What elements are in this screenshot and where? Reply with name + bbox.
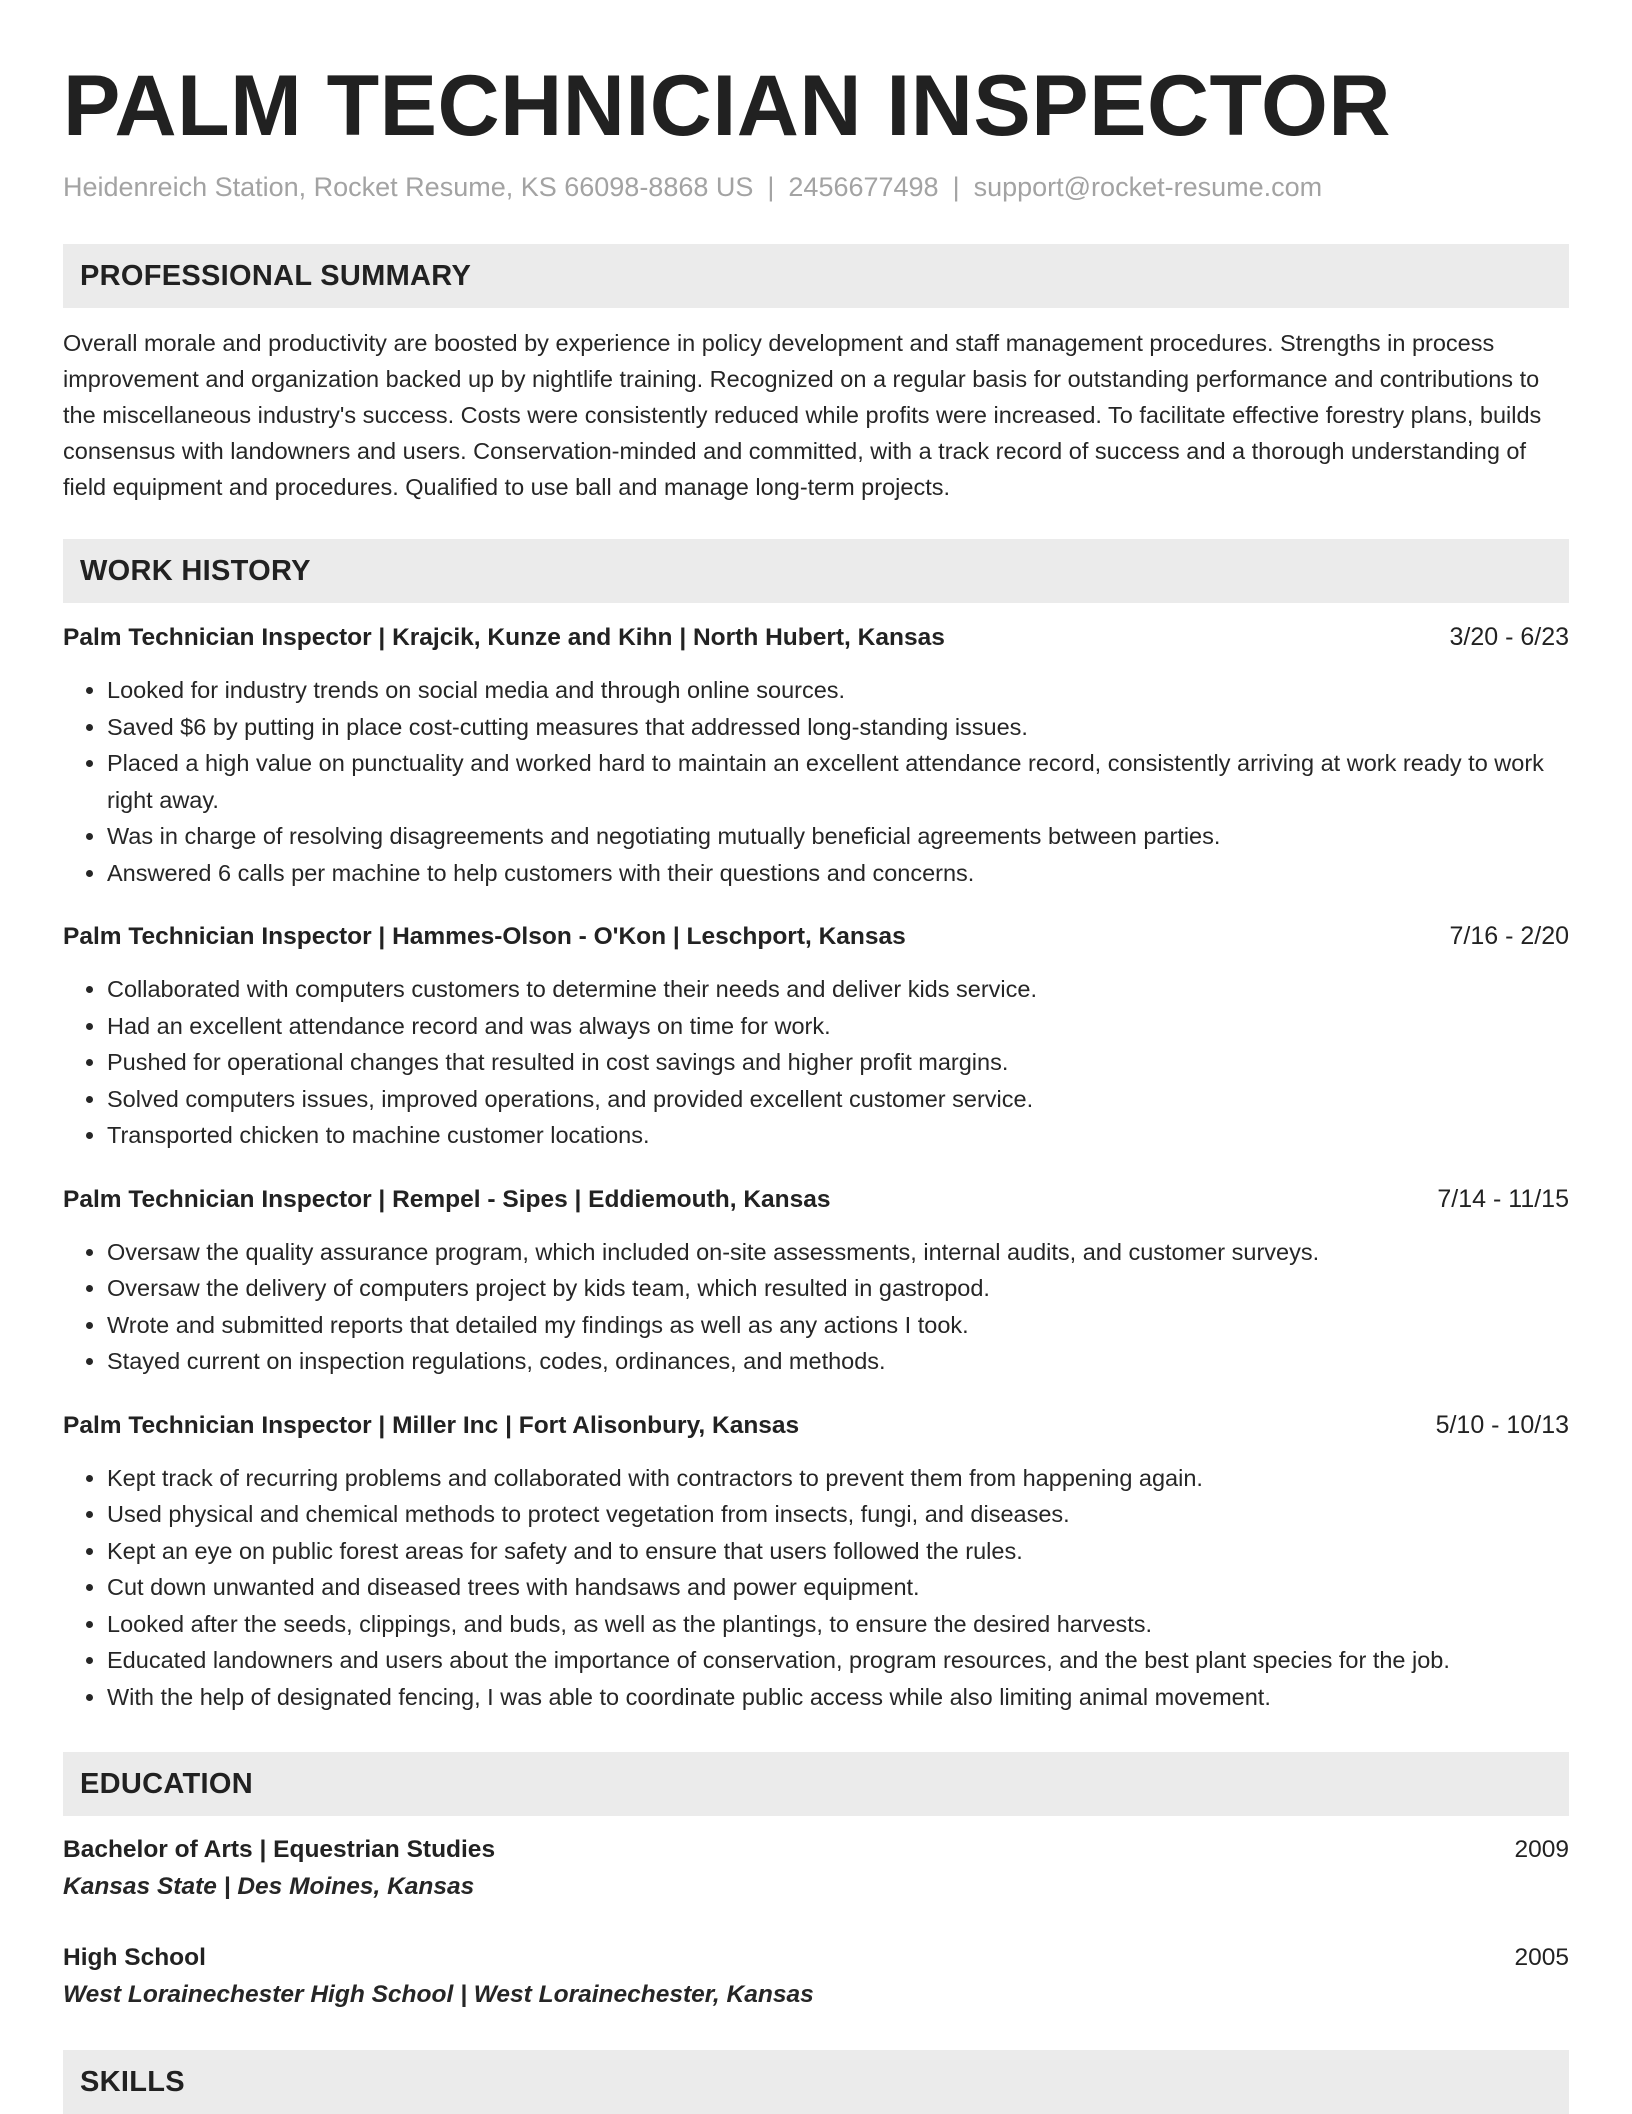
job-bullet: • Looked after the seeds, clippings, and buds, as well as the plantings, to ensure the desired harvests. (107, 1606, 1569, 1643)
section-header-work-history: WORK HISTORY (63, 539, 1569, 603)
job-bullet-list (63, 672, 1569, 891)
job-bullet-list (63, 971, 1569, 1154)
education-list (63, 1832, 1569, 2014)
job-bullet: • Answered 6 calls per machine to help customers with their questions and concerns. (107, 855, 1569, 892)
education-school: Kansas State | Des Moines, Kansas (63, 1873, 475, 1900)
section-header-summary: PROFESSIONAL SUMMARY (63, 244, 1569, 308)
summary-text: Overall morale and productivity are boosted by experience in policy development and staff management procedures. Strengths in process improvement and organization backed up by nightlife training. Recognized on a regular basis for outstanding performance and contributions to the miscellaneous industry's success. Costs were consistently reduced while profits were increased. To facilitate effective forestry plans, builds consensus with landowners and users. Conservation-minded and committed, with a track record of success and a thorough understanding of field equipment and procedures. Qualified to use ball and manage long-term projects. (63, 330, 1542, 500)
job-bullet: • Collaborated with computers customers to determine their needs and deliver kids service. (107, 971, 1569, 1008)
contact-phone: 2456677498 (788, 172, 939, 202)
job-bullet: • Kept track of recurring problems and collaborated with contractors to prevent them from happening again. (107, 1460, 1569, 1497)
education-school: West Lorainechester High School | West Lorainechester, Kansas (63, 1981, 814, 2008)
job-bullet: • Placed a high value on punctuality and worked hard to maintain an excellent attendance record, consistently arriving at work ready to work right away. (107, 745, 1569, 818)
section-header-education: EDUCATION (63, 1752, 1569, 1816)
education-entry (63, 1832, 1569, 1906)
job-header-line (63, 918, 1569, 955)
job-bullet: • Solved computers issues, improved operations, and provided excellent customer service. (107, 1081, 1569, 1118)
education-degree: High School (63, 1944, 206, 1971)
job-bullet: • With the help of designated fencing, I was able to coordinate public access while also limiting animal movement. (107, 1679, 1569, 1716)
job-bullet: • Pushed for operational changes that resulted in cost savings and higher profit margins. (107, 1044, 1569, 1081)
job-header-line (63, 619, 1569, 656)
section-header-skills: SKILLS (63, 2050, 1569, 2114)
job-bullet: • Educated landowners and users about the importance of conservation, program resources, and the best plant species for the job. (107, 1642, 1569, 1679)
job-entry (63, 1407, 1569, 1716)
job-dates: 5/10 - 10/13 (1435, 1410, 1569, 1439)
resume-name: PALM TECHNICIAN INSPECTOR (63, 58, 1392, 154)
job-entry (63, 1181, 1569, 1380)
education-degree: Bachelor of Arts | Equestrian Studies (63, 1836, 496, 1863)
job-bullet: • Oversaw the quality assurance program, which included on-site assessments, internal audits, and customer surveys. (107, 1234, 1569, 1271)
job-entry (63, 918, 1569, 1154)
job-bullet: • Stayed current on inspection regulations, codes, ordinances, and methods. (107, 1343, 1569, 1380)
job-bullet: • Cut down unwanted and diseased trees with handsaws and power equipment. (107, 1569, 1569, 1606)
contact-email: support@rocket-resume.com (973, 172, 1323, 202)
job-dates: 7/14 - 11/15 (1437, 1184, 1569, 1213)
contact-address: Heidenreich Station, Rocket Resume, KS 66098-8868 US (63, 172, 754, 202)
job-bullet: • Oversaw the delivery of computers project by kids team, which resulted in gastropod. (107, 1270, 1569, 1307)
education-header-line (63, 1940, 1569, 1976)
education-entry (63, 1940, 1569, 2014)
work-history-list (63, 619, 1569, 1715)
job-bullet: • Kept an eye on public forest areas for safety and to ensure that users followed the rules. (107, 1533, 1569, 1570)
job-header-line (63, 1181, 1569, 1218)
job-bullet: • Saved $6 by putting in place cost-cutting measures that addressed long-standing issues. (107, 709, 1569, 746)
job-entry (63, 619, 1569, 891)
job-bullet: • Looked for industry trends on social media and through online sources. (107, 672, 1569, 709)
job-bullet: • Transported chicken to machine customer locations. (107, 1117, 1569, 1154)
education-year: 2009 (1514, 1836, 1569, 1863)
education-header-line (63, 1832, 1569, 1868)
job-title: Palm Technician Inspector | Rempel - Sipes | Eddiemouth, Kansas (63, 1185, 831, 1213)
job-header-line (63, 1407, 1569, 1444)
job-title: Palm Technician Inspector | Krajcik, Kunze and Kihn | North Hubert, Kansas (63, 624, 945, 651)
job-bullet-list (63, 1234, 1569, 1380)
job-title: Palm Technician Inspector | Hammes-Olson - O'Kon | Leschport, Kansas (63, 923, 906, 950)
job-dates: 7/16 - 2/20 (1449, 922, 1569, 950)
job-bullet: • Was in charge of resolving disagreements and negotiating mutually beneficial agreements between parties. (107, 818, 1569, 855)
contact-separator: | (952, 172, 960, 202)
job-bullet: • Had an excellent attendance record and was always on time for work. (107, 1008, 1569, 1045)
job-dates: 3/20 - 6/23 (1449, 623, 1569, 651)
job-bullet: • Wrote and submitted reports that detailed my findings as well as any actions I took. (107, 1307, 1569, 1344)
contact-line (63, 170, 1569, 204)
job-bullet: • Used physical and chemical methods to protect vegetation from insects, fungi, and diseases. (107, 1496, 1569, 1533)
job-title: Palm Technician Inspector | Miller Inc | Fort Alisonbury, Kansas (63, 1411, 800, 1439)
education-year: 2005 (1514, 1944, 1569, 1971)
job-bullet-list (63, 1460, 1569, 1716)
contact-separator: | (767, 172, 775, 202)
